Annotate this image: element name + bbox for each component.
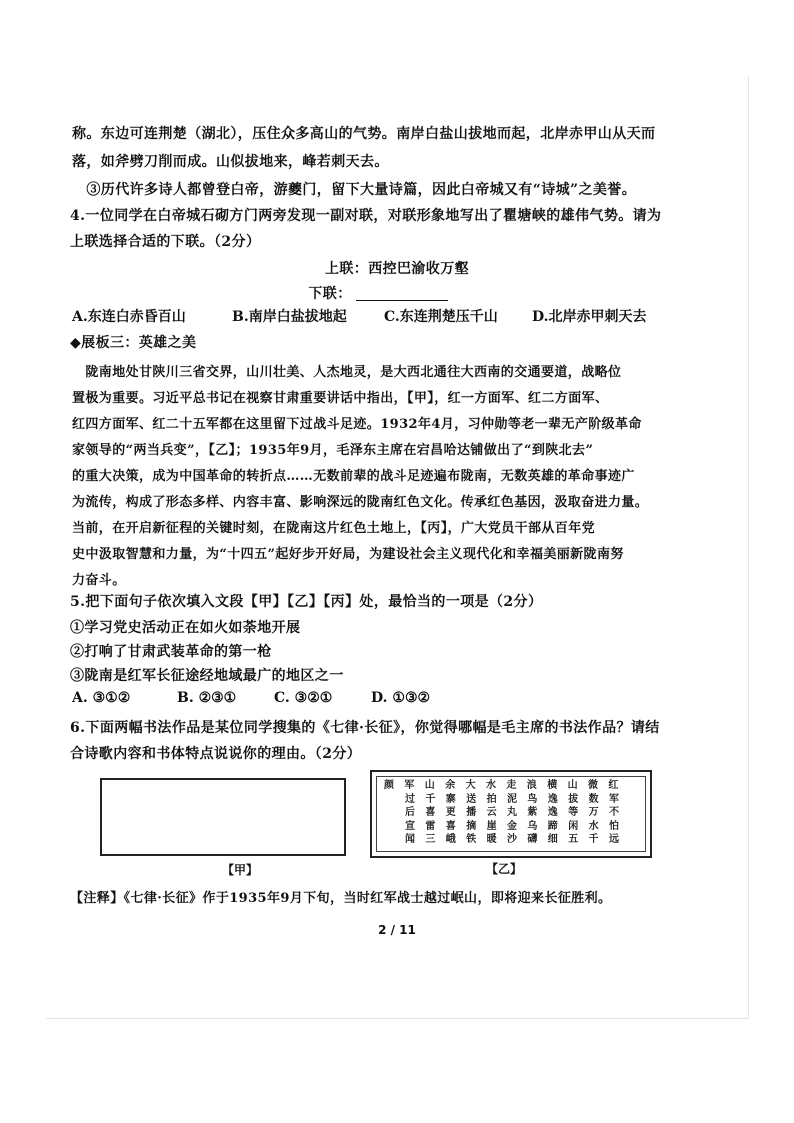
calligraphy-row: 颜军山余大水走浪横山微红 — [384, 780, 629, 791]
calligraphy-row: 过千寨送拍泥鸟逸拔数军 — [405, 793, 630, 805]
option-c[interactable]: C.东连荆楚压千山 — [384, 309, 498, 325]
section-title: ◆展板三：英雄之美 — [70, 335, 197, 351]
question-5-item: ③陇南是红军长征途经地域最广的地区之一 — [70, 668, 344, 684]
question-5-item: ①学习党史活动正在如火如荼地开展 — [70, 620, 301, 636]
passage-line: 家领导的“两当兵变”，【乙】；1935年9月，毛泽东主席在宕昌哈达铺做出了“到陕北去” — [72, 443, 594, 458]
calligraphy-row: 宣雷喜摘崖金乌蹄闲水怕 — [405, 820, 630, 832]
page-number: 2 / 11 — [378, 923, 416, 937]
passage-line: 置极为重要。习近平总书记在视察甘肃重要讲话中指出，【甲】，红一方面军、红二方面军、 — [72, 391, 609, 406]
calligraphy-frame-b — [370, 770, 652, 858]
option-c[interactable]: C. ③②① — [274, 690, 333, 706]
question-6-stem-cont: 合诗歌内容和书体特点说说你的理由。（2分） — [70, 746, 362, 762]
option-d[interactable]: D.北岸赤甲刺天去 — [532, 309, 647, 325]
option-a[interactable]: A.东连白赤昏百山 — [72, 309, 186, 325]
passage-line: 为流传，构成了形态多样、内容丰富、影响深远的陇南红色文化。传承红色基因，汲取奋进力量。 — [72, 495, 649, 510]
couplet-lower — [0, 283, 794, 303]
option-b[interactable]: B.南岸白盐拔地起 — [232, 309, 347, 325]
text-line: 落，如斧劈刀削而成。山似拔地来，峰若刺天去。 — [72, 154, 389, 170]
couplet-upper: 上联：西控巴渝收万壑 — [325, 261, 469, 277]
calligraphy-row: 闻三峨铁暖沙礴细五千远 — [405, 834, 630, 845]
passage-line: 的重大决策，成为中国革命的转折点……无数前辈的战斗足迹遍布陇南，无数英雄的革命事迹广 — [72, 469, 635, 484]
calligraphy-columns — [384, 779, 629, 847]
caption-b: 【乙】 — [486, 862, 523, 876]
calligraphy-frame-a — [100, 778, 346, 856]
question-6-stem: 6.下面两幅书法作品是某位同学搜集的《七律·长征》，你觉得哪幅是毛主席的书法作品？请结 — [70, 720, 660, 736]
text-line: 称。东边可连荆楚（湖北），压住众多高山的气势。南岸白盐山拔地而起，北岸赤甲山从天而 — [72, 126, 656, 142]
answer-blank[interactable] — [356, 286, 448, 301]
passage-line: 红四方面军、红二十五军都在这里留下过战斗足迹。1932年4月，习仲勋等老一辈无产阶级革命 — [72, 417, 642, 432]
question-5-stem: 5.把下面句子依次填入文段【甲】【乙】【丙】处，最恰当的一项是（2分） — [70, 594, 543, 610]
question-4-stem-cont: 上联选择合适的下联。（2分） — [70, 234, 261, 250]
text-line: ③历代许多诗人都曾登白帝，游夔门，留下大量诗篇，因此白帝城又有“诗城”之美誉。 — [72, 182, 637, 198]
couplet-lower-label: 下联： — [308, 286, 352, 302]
passage-line: 当前，在开启新征程的关键时刻，在陇南这片红色土地上，【丙】，广大党员干部从百年党 — [72, 521, 596, 536]
calligraphy-row: 后喜更播云丸紫逸等万不 — [405, 807, 630, 818]
option-d[interactable]: D. ①③② — [371, 690, 431, 706]
option-b[interactable]: B. ②③① — [177, 690, 237, 706]
annotation-note: 【注释】《七律·长征》作于1935年9月下旬，当时红军战士越过岷山，即将迎来长征胜利。 — [70, 891, 612, 906]
option-a[interactable]: A. ③①② — [72, 690, 131, 706]
passage-line: 陇南地处甘陕川三省交界，山川壮美、人杰地灵，是大西北通往大西南的交通要道，战略位 — [72, 365, 622, 380]
caption-a: 【甲】 — [222, 863, 259, 877]
question-5-item: ②打响了甘肃武装革命的第一枪 — [70, 644, 272, 660]
question-4-stem: 4.一位同学在白帝城石砌方门两旁发现一副对联，对联形象地写出了瞿塘峡的雄伟气势。请为 — [70, 208, 662, 224]
passage-line: 史中汲取智慧和力量，为“十四五”起好步开好局，为建设社会主义现代化和幸福美丽新陇南努 — [72, 547, 624, 562]
passage-line: 力奋斗。 — [72, 573, 126, 588]
